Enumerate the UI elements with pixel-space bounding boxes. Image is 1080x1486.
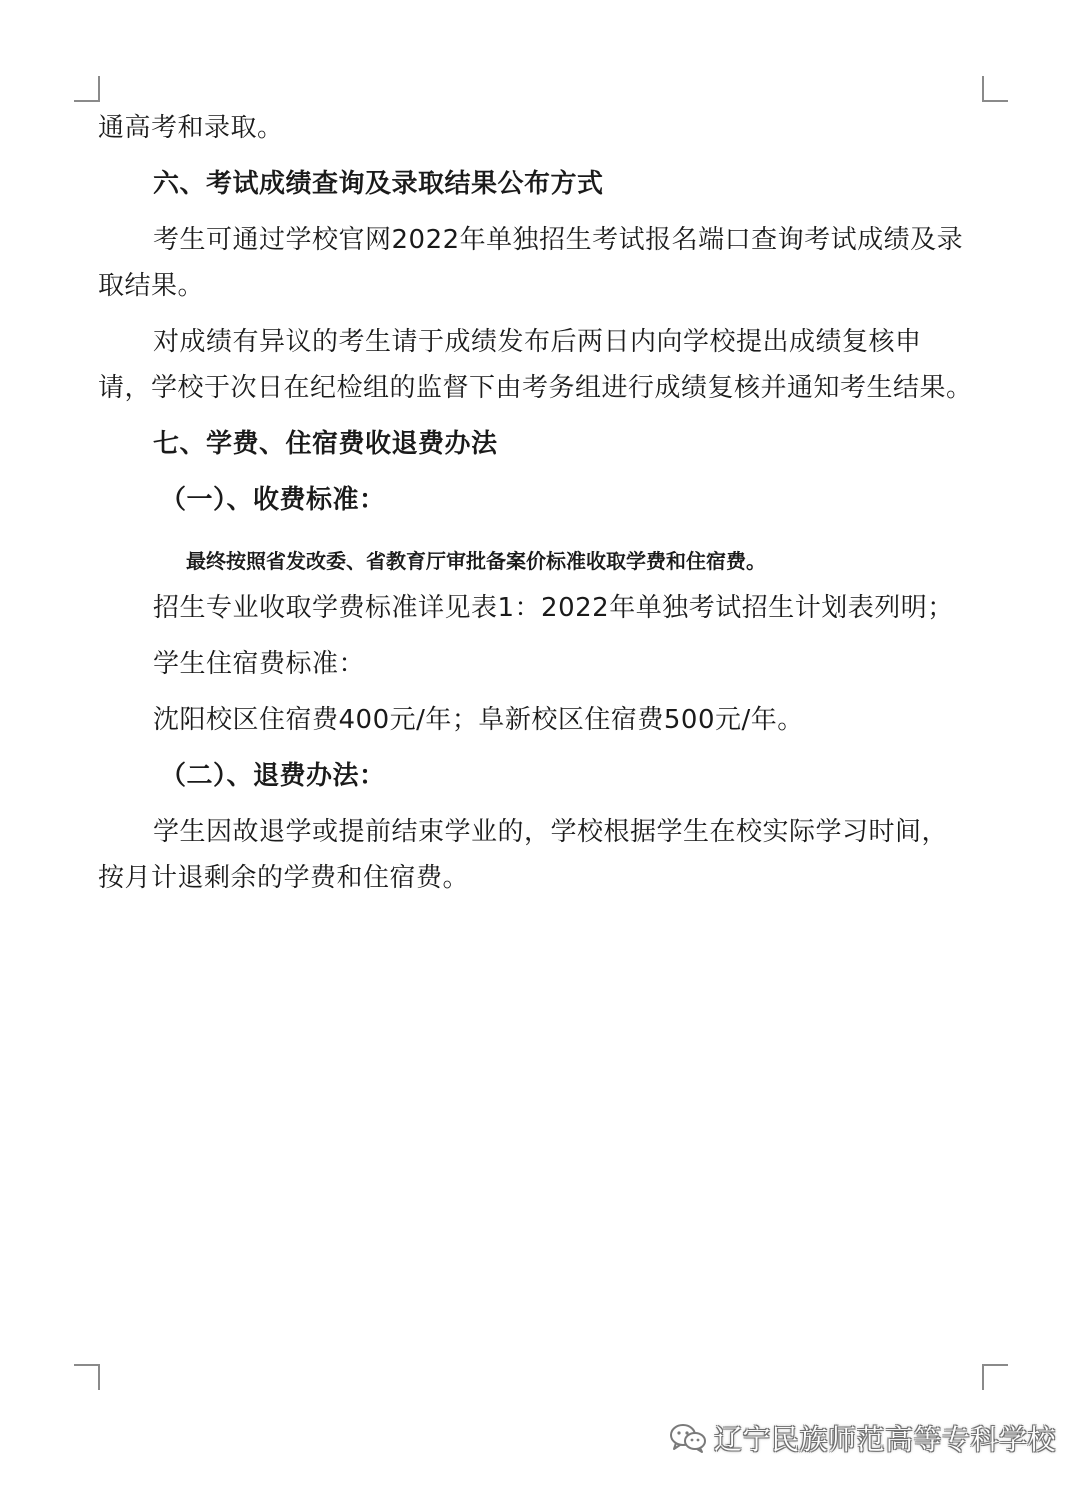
- section-heading-6: 六、考试成绩查询及录取结果公布方式: [153, 169, 604, 199]
- crop-mark-top-right: [982, 76, 1008, 102]
- paragraph-refund-line1: 学生因故退学或提前结束学业的，学校根据学生在校实际学习时间，: [153, 817, 949, 847]
- fee-standard-note: 最终按照省发改委、省教育厅审批备案价标准收取学费和住宿费。: [186, 549, 766, 573]
- paragraph-continuation: 通高考和录取。: [98, 113, 284, 143]
- wechat-watermark: [668, 1418, 1056, 1458]
- wechat-icon: [668, 1422, 708, 1454]
- watermark-account-name: 辽宁民族师范高等专科学校: [714, 1423, 1057, 1456]
- paragraph-dorm-fees: 沈阳校区住宿费400元/年；阜新校区住宿费500元/年。: [153, 705, 804, 735]
- subsection-heading-refund: （二）、退费办法：: [160, 761, 386, 791]
- crop-mark-bottom-left: [74, 1364, 100, 1390]
- crop-mark-top-left: [74, 76, 100, 102]
- paragraph-score-review-line2: 请，学校于次日在纪检组的监督下由考务组进行成绩复核并通知考生结果。: [98, 373, 973, 403]
- subsection-heading-fee-standard: （一）、收费标准：: [160, 485, 386, 515]
- paragraph-refund-line2: 按月计退剩余的学费和住宿费。: [98, 863, 470, 893]
- document-body: [98, 105, 998, 901]
- crop-mark-bottom-right: [982, 1364, 1008, 1390]
- paragraph-tuition-table-ref: 招生专业收取学费标准详见表1：2022年单独考试招生计划表列明；: [153, 593, 954, 623]
- paragraph-score-review-line1: 对成绩有异议的考生请于成绩发布后两日内向学校提出成绩复核申: [153, 327, 922, 357]
- paragraph-score-query-line2: 取结果。: [98, 271, 205, 301]
- section-heading-7: 七、学费、住宿费收退费办法: [153, 429, 498, 459]
- paragraph-dorm-fee-title: 学生住宿费标准：: [153, 649, 366, 679]
- paragraph-score-query-line1: 考生可通过学校官网2022年单独招生考试报名端口查询考试成绩及录: [153, 225, 964, 255]
